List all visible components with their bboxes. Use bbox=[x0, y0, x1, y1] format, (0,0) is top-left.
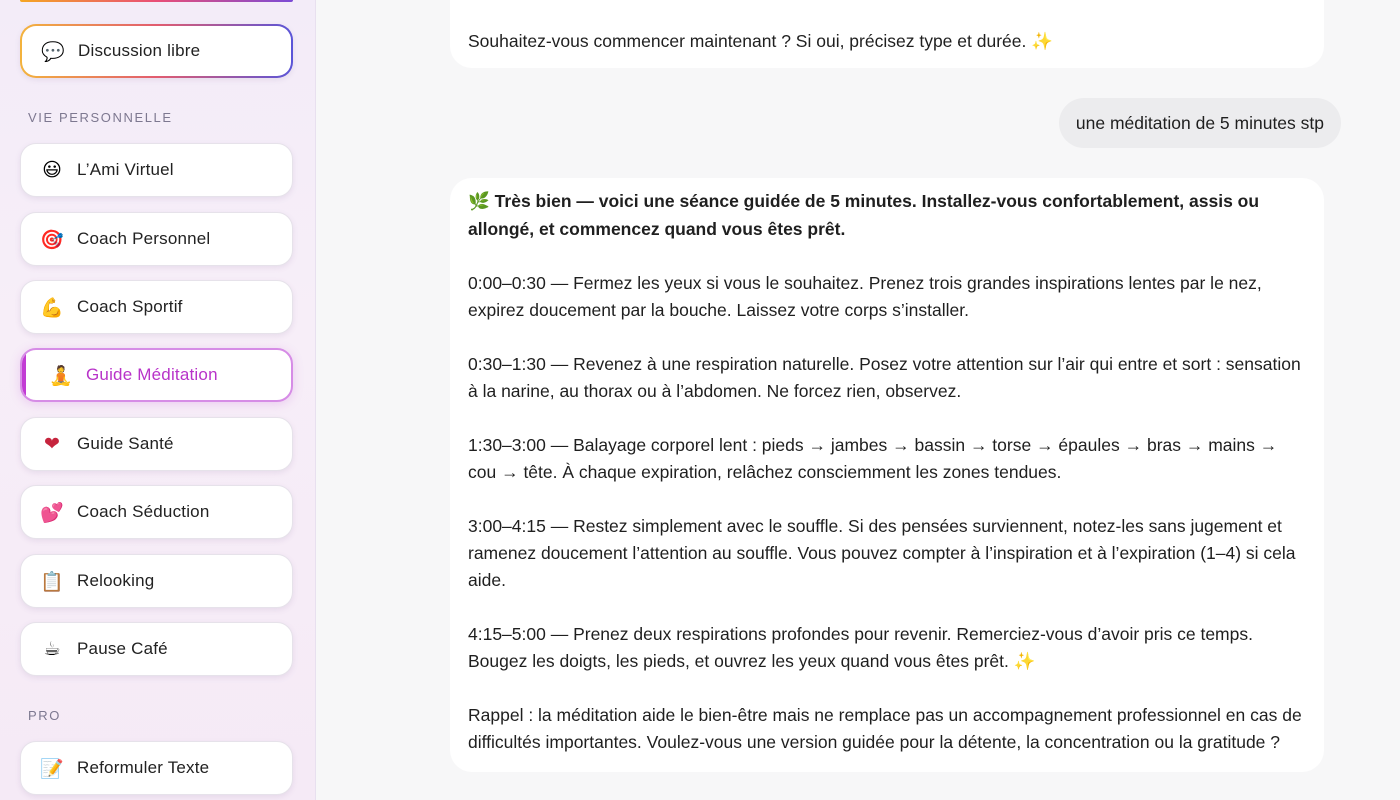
assistant-message bbox=[450, 0, 1324, 68]
chat-area bbox=[316, 0, 1400, 800]
sidebar-item-coach-sportif[interactable] bbox=[20, 280, 293, 334]
sidebar-item-label: Coach Personnel bbox=[77, 229, 211, 248]
herb-icon: 🌿 bbox=[468, 192, 490, 212]
sidebar-top-accent bbox=[20, 0, 293, 2]
smiley-icon: 😃 bbox=[42, 159, 62, 181]
sidebar-item-label: Relooking bbox=[77, 571, 155, 590]
two-hearts-icon: 💕 bbox=[40, 501, 64, 524]
sidebar-item-label: Discussion libre bbox=[78, 41, 201, 60]
person-in-lotus-icon: 🧘 bbox=[49, 364, 73, 387]
sidebar-item-reformuler-texte[interactable] bbox=[20, 741, 293, 795]
sidebar-item-pause-cafe[interactable] bbox=[20, 622, 293, 676]
reply-step: 1:30–3:00 — Balayage corporel lent : pieds → jambes → bassin → torse → épaules → bras → mains → cou → tête. À chaque expiration, relâchez consciemment les zones tendues. bbox=[468, 435, 1278, 482]
sidebar-item-label: Pause Café bbox=[77, 639, 168, 658]
clipboard-icon: 📋 bbox=[40, 570, 64, 593]
assistant-message-text: Souhaitez-vous commencer maintenant ? Si oui, précisez type et durée. ✨ bbox=[468, 31, 1054, 51]
speech-bubble-icon: 💬 bbox=[41, 40, 65, 63]
reply-intro bbox=[468, 188, 1306, 243]
section-title-vie-personnelle: VIE PERSONNELLE bbox=[28, 110, 173, 125]
target-icon: 🎯 bbox=[40, 228, 64, 251]
sidebar-item-coach-personnel[interactable] bbox=[20, 212, 293, 266]
memo-icon: 📝 bbox=[40, 757, 64, 780]
reply-step: 0:30–1:30 — Revenez à une respiration naturelle. Posez votre attention sur l’air qui entre et sort : sensation à la narine, au thorax ou à l’abdomen. Ne forcez rien, observez. bbox=[468, 354, 1301, 401]
sidebar-item-label: Coach Sportif bbox=[77, 297, 183, 316]
reply-intro-text: Très bien — voici une séance guidée de 5 minutes. Installez-vous confortablement, assis ou allongé, et commencez quand vous êtes prêt. bbox=[468, 191, 1260, 239]
sidebar-item-label: Coach Séduction bbox=[77, 502, 210, 521]
flexed-biceps-icon: 💪 bbox=[40, 296, 64, 319]
sidebar-item-label: L’Ami Virtuel bbox=[77, 160, 174, 179]
sidebar-item-discussion-libre[interactable] bbox=[20, 24, 293, 78]
section-title-pro: PRO bbox=[28, 708, 61, 723]
sidebar-item-label: Guide Méditation bbox=[86, 365, 218, 384]
sidebar-item-guide-meditation[interactable] bbox=[20, 348, 293, 402]
sidebar-item-relooking[interactable] bbox=[20, 554, 293, 608]
heart-icon: ❤ bbox=[44, 433, 60, 455]
sidebar-item-coach-seduction[interactable] bbox=[20, 485, 293, 539]
coffee-icon: ☕ bbox=[43, 638, 61, 660]
reply-step: 3:00–4:15 — Restez simplement avec le souffle. Si des pensées surviennent, notez-les sans jugement et ramenez doucement l’attention au souffle. Vous pouvez compter à l’inspiration et à l’expiration (1–4) si cela aide. bbox=[468, 516, 1296, 590]
assistant-message bbox=[450, 178, 1324, 772]
sidebar-item-guide-sante[interactable] bbox=[20, 417, 293, 471]
sidebar-item-label: Guide Santé bbox=[77, 434, 174, 453]
user-message bbox=[1059, 98, 1341, 148]
active-indicator bbox=[20, 348, 26, 402]
sidebar-item-ami-virtuel[interactable] bbox=[20, 143, 293, 197]
reply-step: 4:15–5:00 — Prenez deux respirations profondes pour revenir. Remerciez-vous d’avoir pris ce temps. Bougez les doigts, les pieds, et ouvrez les yeux quand vous êtes prêt. ✨ bbox=[468, 624, 1253, 671]
sidebar-item-label: Reformuler Texte bbox=[77, 758, 210, 777]
user-message-text: une méditation de 5 minutes stp bbox=[1075, 112, 1324, 133]
sidebar bbox=[0, 0, 316, 800]
reply-closing: Rappel : la méditation aide le bien-être mais ne remplace pas un accompagnement professionnel en cas de difficultés importantes. Voulez-vous une version guidée pour la détente, la concentration ou la gratitude ? bbox=[468, 705, 1302, 752]
reply-step: 0:00–0:30 — Fermez les yeux si vous le souhaitez. Prenez trois grandes inspirations lentes par le nez, expirez doucement par la bouche. Laissez votre corps s’installer. bbox=[468, 273, 1262, 320]
